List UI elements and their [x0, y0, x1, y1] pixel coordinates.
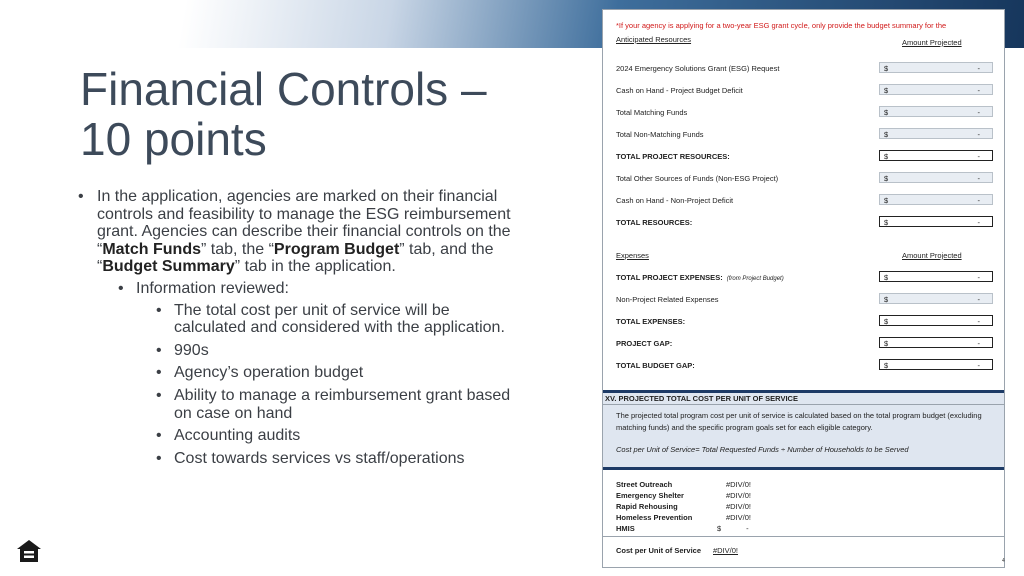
bullet-text: In the application, agencies are marked on their financial controls and feasibility to manage the ESG reimbursement grant. Agencies can describe their financial controls on the “: [97, 188, 511, 258]
amount-field[interactable]: [879, 172, 993, 183]
bullet-bold-match-funds: Match Funds: [102, 240, 201, 258]
equal-housing-icon: [16, 538, 42, 564]
resource-row: [616, 84, 993, 96]
resource-total-row: [616, 216, 993, 228]
resource-row: [616, 62, 993, 74]
currency: $: [884, 174, 889, 183]
two-year-note: *If your agency is applying for a two-year ESG grant cycle, only provide the budget summary for the: [616, 21, 947, 30]
amount-value: -: [977, 339, 980, 348]
amount-value: -: [977, 86, 980, 95]
row-label: [616, 273, 784, 282]
sub-item: • 990s: [78, 342, 518, 360]
cost-label: HMIS: [616, 524, 635, 533]
currency: $: [884, 218, 889, 227]
resource-total-row: [616, 150, 993, 162]
sub-bullet: • Information reviewed:: [78, 280, 518, 298]
cost-total-value: #DIV/0!: [713, 546, 739, 555]
currency: $: [884, 108, 889, 117]
resource-row: [616, 106, 993, 118]
row-label: PROJECT GAP:: [616, 339, 673, 348]
expense-total-row: [616, 271, 993, 283]
currency: $: [884, 130, 889, 139]
resource-row: [616, 128, 993, 140]
resources-header: Anticipated Resources: [616, 35, 692, 44]
amount-field[interactable]: [879, 293, 993, 304]
row-label: Total Other Sources of Funds (Non-ESG Project): [616, 174, 779, 183]
currency: $: [884, 86, 889, 95]
currency: $: [884, 196, 889, 205]
row-label: TOTAL BUDGET GAP:: [616, 361, 695, 370]
expense-total-row: [616, 315, 993, 327]
row-label: Non-Project Related Expenses: [616, 295, 719, 304]
amount-field: [879, 271, 993, 282]
cost-label: Emergency Shelter: [616, 491, 684, 500]
currency: $: [884, 64, 889, 73]
amount-field[interactable]: [879, 128, 993, 139]
amount-value: -: [977, 108, 980, 117]
row-label: Cash on Hand - Non-Project Deficit: [616, 196, 734, 205]
amount-value: -: [977, 218, 980, 227]
currency: $: [884, 295, 889, 304]
amount-value: -: [977, 152, 980, 161]
bullet-bold-program-budget: Program Budget: [273, 240, 400, 258]
main-bullet: [78, 188, 518, 276]
gap-row: [616, 337, 993, 349]
amount-field: [879, 337, 993, 348]
currency: $: [884, 152, 889, 161]
cost-label: Rapid Rehousing: [616, 502, 678, 511]
sub-item: • Agency’s operation budget: [78, 364, 518, 382]
amount-field: [879, 359, 993, 370]
cost-label: Homeless Prevention: [616, 513, 693, 522]
amount-value: -: [977, 317, 980, 326]
amount-value: -: [977, 130, 980, 139]
budget-summary-document: [602, 9, 1005, 568]
currency: $: [884, 273, 889, 282]
cost-total-label: Cost per Unit of Service: [616, 546, 702, 555]
cost-value: #DIV/0!: [726, 491, 752, 500]
amount-value: -: [977, 196, 980, 205]
resource-row: [616, 194, 993, 206]
slide-title: [80, 64, 540, 164]
amount-value: -: [977, 273, 980, 282]
amount-value: -: [977, 64, 980, 73]
row-note: (from Project Budget): [726, 276, 784, 282]
amount-field[interactable]: [879, 84, 993, 95]
currency: $: [884, 317, 889, 326]
cost-value: #DIV/0!: [726, 513, 752, 522]
row-label: Total Non-Matching Funds: [616, 130, 704, 139]
amount-field: [879, 315, 993, 326]
row-label-text: TOTAL PROJECT EXPENSES:: [616, 273, 723, 282]
currency: $: [884, 361, 889, 370]
bullet-bold-budget-summary: Budget Summary: [102, 258, 235, 276]
row-label: TOTAL PROJECT RESOURCES:: [616, 152, 730, 161]
row-label: TOTAL RESOURCES:: [616, 218, 693, 227]
bullet-text: ” tab, the “: [201, 240, 274, 258]
amount-field: [879, 216, 993, 227]
expenses-header: Expenses: [616, 251, 649, 260]
cost-value: #DIV/0!: [726, 502, 752, 511]
expenses-amount-header: Amount Projected: [902, 251, 962, 260]
amount-header: Amount Projected: [902, 38, 962, 47]
resource-row: [616, 172, 993, 184]
sub-item: • Accounting audits: [78, 427, 518, 445]
currency: $: [884, 339, 889, 348]
amount-value: -: [977, 174, 980, 183]
sub-item: • The total cost per unit of service will be calculated and considered with the application.: [78, 302, 518, 337]
title-line-2: 10 points: [80, 113, 267, 165]
row-label: TOTAL EXPENSES:: [616, 317, 686, 326]
formula-text: Cost per Unit of Service= Total Requested Funds ÷ Number of Households to be Served: [616, 445, 909, 454]
cost-value: $ -: [717, 524, 749, 533]
gap-row: [616, 359, 993, 371]
row-label: 2024 Emergency Solutions Grant (ESG) Request: [616, 64, 780, 73]
section-title: XV. PROJECTED TOTAL COST PER UNIT OF SERVICE: [603, 393, 1004, 405]
amount-field[interactable]: [879, 106, 993, 117]
amount-field[interactable]: [879, 194, 993, 205]
sub-item: • Ability to manage a reimbursement grant based on case on hand: [78, 387, 518, 422]
bullet-text: ” tab in the application.: [234, 258, 396, 276]
section-body: [603, 405, 1004, 467]
amount-value: -: [977, 295, 980, 304]
row-label: Total Matching Funds: [616, 108, 688, 117]
page-number: 4: [1002, 558, 1005, 564]
cost-label: Street Outreach: [616, 480, 673, 489]
amount-value: -: [977, 361, 980, 370]
amount-field[interactable]: [879, 62, 993, 73]
row-divider: [603, 536, 1004, 537]
section-divider: [603, 467, 1004, 470]
sub-item: • Cost towards services vs staff/operations: [78, 450, 518, 468]
bullet-text: ” tab, and the “: [97, 240, 494, 276]
bullet-list: [78, 188, 518, 472]
section-text: The projected total program cost per unit of service is calculated based on the total program budget (excluding matching funds) and the specific program goals set for each eligible category.: [616, 411, 982, 432]
cost-value: #DIV/0!: [726, 480, 752, 489]
title-line-1: Financial Controls –: [80, 63, 487, 115]
amount-field: [879, 150, 993, 161]
row-label: Cash on Hand - Project Budget Deficit: [616, 86, 743, 95]
expense-row: [616, 293, 993, 305]
